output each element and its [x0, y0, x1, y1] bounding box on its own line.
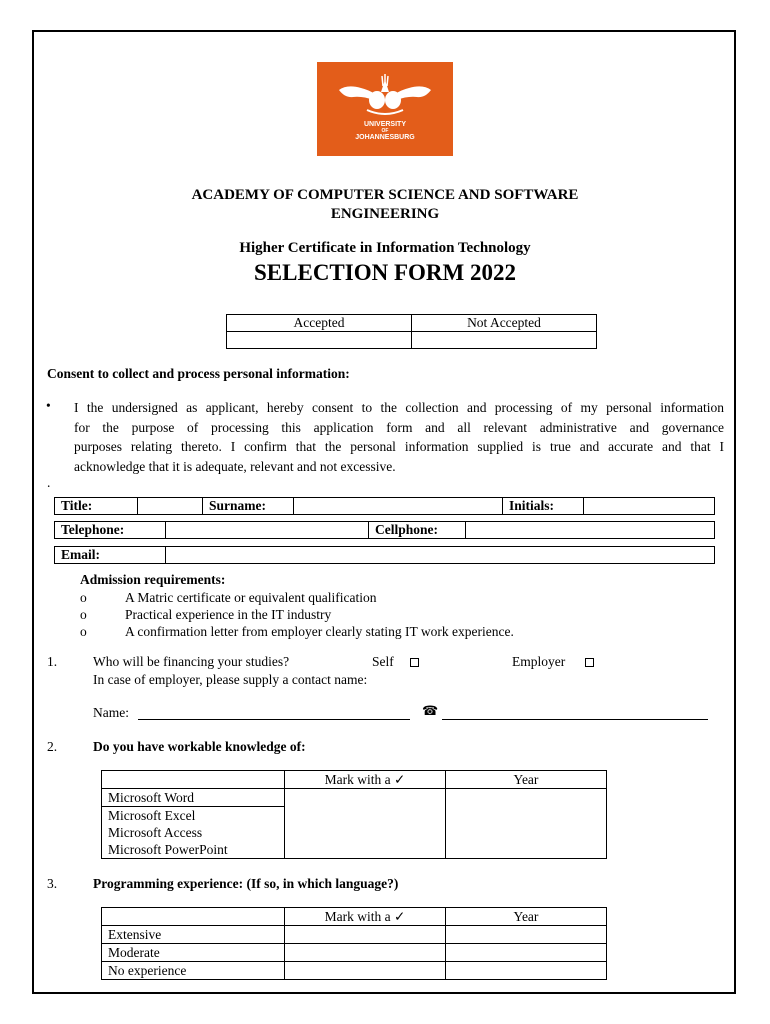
- admission-marker: o: [80, 624, 87, 639]
- admission-marker: o: [80, 607, 87, 622]
- title-field[interactable]: [138, 498, 203, 515]
- experience-level: Extensive: [102, 926, 285, 944]
- mark-column-header: Mark with a ✓: [285, 771, 446, 789]
- experience-year-cell[interactable]: [446, 926, 607, 944]
- programming-experience-table: [101, 907, 607, 980]
- header-blank: [102, 908, 285, 926]
- experience-level: Moderate: [102, 944, 285, 962]
- telephone-label: Telephone:: [55, 522, 166, 539]
- selection-status-table: [226, 314, 597, 349]
- contact-phone-field[interactable]: [442, 704, 708, 720]
- admission-item: Practical experience in the IT industry: [125, 607, 332, 622]
- stray-dot: .: [47, 475, 51, 490]
- admission-marker: o: [80, 590, 87, 605]
- q2-question: Do you have workable knowledge of:: [93, 739, 306, 754]
- consent-line: I the undersigned as applicant, hereby consent to the collection and processing of my personal information: [74, 400, 724, 415]
- admission-item: A confirmation letter from employer clearly stating IT work experience.: [125, 624, 514, 639]
- employer-option[interactable]: [512, 652, 594, 671]
- software-name: Microsoft Excel: [102, 807, 285, 825]
- table-row: [102, 944, 607, 962]
- table-row: [102, 926, 607, 944]
- experience-year-cell[interactable]: [446, 944, 607, 962]
- program-title: Higher Certificate in Information Technology: [239, 240, 531, 256]
- logo-line-1: UNIVERSITY: [363, 121, 406, 128]
- contact-name-field[interactable]: [138, 704, 410, 720]
- self-option[interactable]: [372, 652, 419, 671]
- q1-contact-line: In case of employer, please supply a contact name:: [93, 672, 368, 687]
- admission-item: A Matric certificate or equivalent qualification: [125, 590, 377, 605]
- q2-number: 2.: [47, 739, 58, 754]
- phone-icon: ☎: [422, 704, 439, 719]
- title-label: Title:: [55, 498, 138, 515]
- experience-year-cell[interactable]: [446, 962, 607, 980]
- table-row: [102, 789, 607, 807]
- consent-text: [74, 398, 724, 476]
- q3-question: Programming experience: (If so, in which language?): [93, 876, 399, 891]
- accepted-cell[interactable]: [227, 332, 412, 349]
- consent-line: acknowledge that it is adequate, relevant and not excessive.: [74, 458, 396, 474]
- software-name: Microsoft Access: [102, 824, 285, 841]
- experience-mark-cell[interactable]: [285, 962, 446, 980]
- not-accepted-cell[interactable]: [412, 332, 597, 349]
- cellphone-label: Cellphone:: [369, 522, 466, 539]
- accepted-header: Accepted: [227, 315, 412, 332]
- q1-question: Who will be financing your studies?: [93, 654, 290, 669]
- consent-line: for the purpose of processing this application form and all relevant administrative and governance: [74, 419, 724, 435]
- software-year-cell[interactable]: [446, 789, 607, 859]
- initials-label: Initials:: [503, 498, 584, 515]
- academy-title-line-1: ACADEMY OF COMPUTER SCIENCE AND SOFTWARE: [191, 187, 579, 203]
- cellphone-field[interactable]: [466, 522, 715, 539]
- initials-field[interactable]: [584, 498, 715, 515]
- surname-label: Surname:: [203, 498, 294, 515]
- email-label: Email:: [55, 547, 166, 564]
- consent-bullet: •: [46, 398, 51, 413]
- personal-details-row-1: [54, 497, 715, 515]
- software-knowledge-table: [101, 770, 607, 859]
- experience-level: No experience: [102, 962, 285, 980]
- university-crest-icon: [317, 62, 453, 122]
- telephone-field[interactable]: [166, 522, 369, 539]
- header-blank: [102, 771, 285, 789]
- personal-details-row-2: [54, 521, 715, 539]
- logo-line-2: OF: [381, 128, 389, 134]
- not-accepted-header: Not Accepted: [412, 315, 597, 332]
- academy-title-line-2: ENGINEERING: [330, 206, 440, 222]
- employer-label: Employer: [512, 654, 566, 669]
- self-label: Self: [372, 654, 394, 669]
- employer-checkbox[interactable]: [585, 658, 594, 667]
- self-checkbox[interactable]: [410, 658, 419, 667]
- personal-details-row-3: [54, 546, 715, 564]
- admission-heading: Admission requirements:: [80, 572, 226, 587]
- year-column-header: Year: [446, 771, 607, 789]
- consent-line: purposes relating thereto. I confirm that the personal information supplied is true and accurate and that I: [74, 439, 724, 454]
- name-label: Name:: [93, 705, 129, 720]
- university-logo: [317, 62, 453, 156]
- form-title: SELECTION FORM 2022: [254, 260, 516, 285]
- mark-column-header: Mark with a ✓: [285, 908, 446, 926]
- surname-field[interactable]: [294, 498, 503, 515]
- experience-mark-cell[interactable]: [285, 944, 446, 962]
- email-field[interactable]: [166, 547, 715, 564]
- q3-number: 3.: [47, 876, 58, 891]
- software-mark-cell[interactable]: [285, 789, 446, 859]
- year-column-header: Year: [446, 908, 607, 926]
- q1-number: 1.: [47, 654, 58, 669]
- software-name: Microsoft PowerPoint: [102, 841, 285, 859]
- logo-line-3: JOHANNESBURG: [355, 134, 415, 141]
- consent-heading: Consent to collect and process personal information:: [47, 366, 350, 381]
- table-row: [102, 962, 607, 980]
- software-name: Microsoft Word: [102, 789, 285, 807]
- experience-mark-cell[interactable]: [285, 926, 446, 944]
